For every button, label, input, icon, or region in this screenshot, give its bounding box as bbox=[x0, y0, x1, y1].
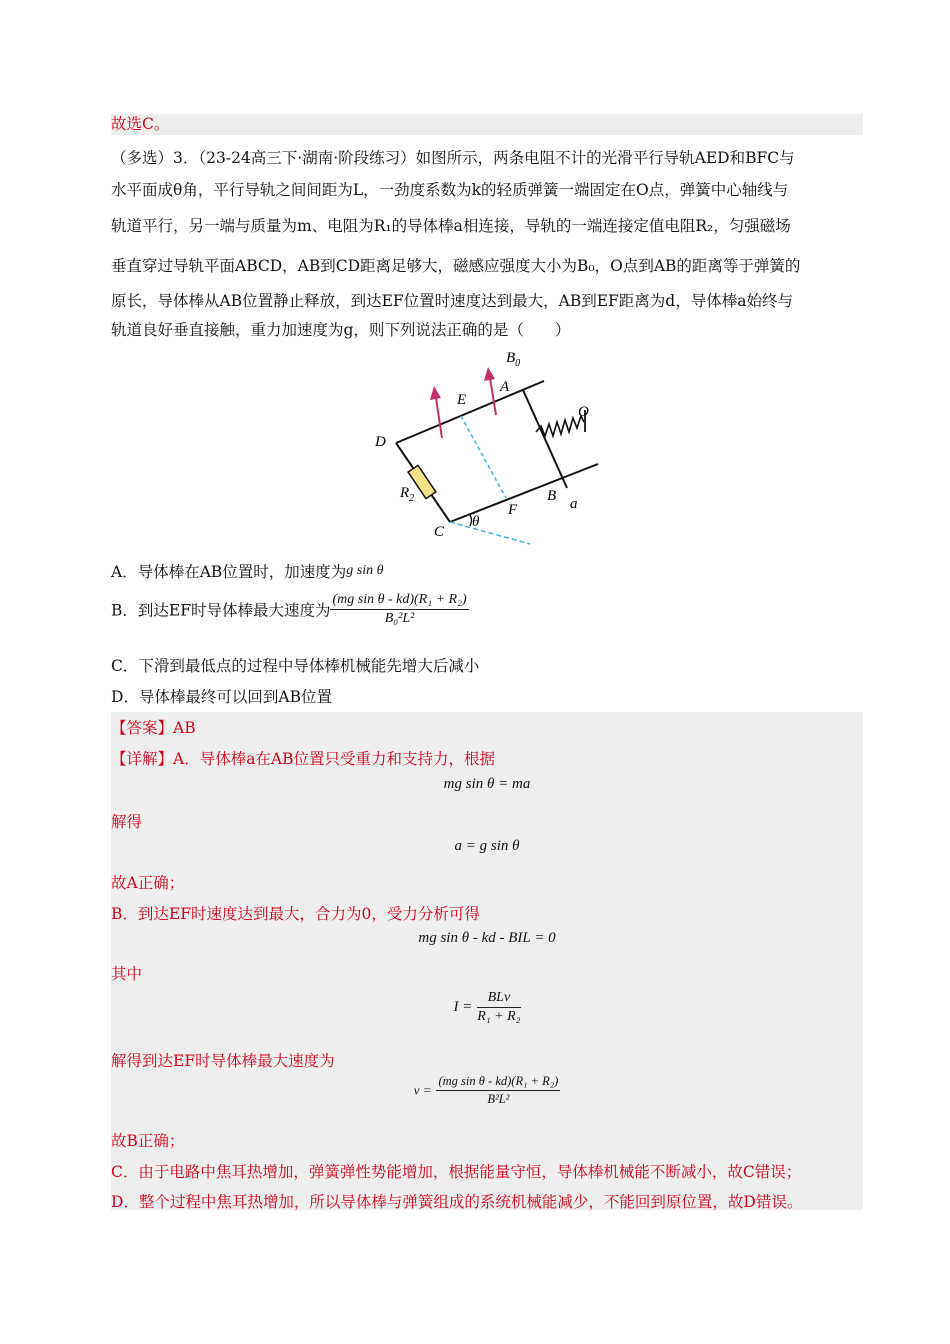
label-o: O bbox=[578, 404, 589, 420]
dashed-horizontal bbox=[450, 522, 530, 544]
option-b bbox=[111, 592, 469, 627]
solve-label: 解得 bbox=[111, 813, 143, 831]
option-a-expr: g sin θ bbox=[346, 563, 384, 578]
b-correct: 故B正确； bbox=[111, 1132, 185, 1150]
label-b-point: B bbox=[547, 488, 557, 504]
option-a bbox=[111, 560, 384, 582]
label-f: F bbox=[508, 502, 518, 518]
question-line-4: 垂直穿过导轨平面ABCD，AB到CD距离足够大，磁感应强度大小为B₀，O点到AB的距离等于弹簧的 bbox=[111, 257, 801, 275]
question-line-6: 轨道良好垂直接触，重力加速度为g，则下列说法正确的是（ ） bbox=[111, 321, 571, 339]
detail-c: C．由于电路中焦耳热增加，弹簧弹性势能增加，根据能量守恒，导体棒机械能不断减小，故C错误； bbox=[111, 1163, 802, 1181]
label-c: C bbox=[434, 524, 445, 540]
label-r2: $R_2$ bbox=[400, 485, 415, 504]
equation-3: mg sin θ - kd - BIL = 0 bbox=[418, 930, 556, 946]
question-line-5: 原长，导体棒从AB位置静止释放，到达EF位置时速度达到最大，AB到EF距离为d，导体棒a始终与 bbox=[111, 292, 793, 310]
spring bbox=[536, 416, 584, 436]
option-b-fraction: $\frac{\text{(mg sin θ - kd)(R₁ + R₂)}}{\text{B₀²L²}}$ bbox=[332, 592, 467, 626]
label-d: D bbox=[375, 434, 386, 450]
detail-a: 【详解】A．导体棒a在AB位置只受重力和支持力，根据 bbox=[111, 750, 496, 768]
circuit-figure bbox=[360, 340, 620, 550]
answer-label: 【答案】AB bbox=[111, 719, 196, 737]
where-label: 其中 bbox=[111, 965, 143, 983]
label-a-point: A bbox=[500, 379, 510, 395]
previous-conclusion: 故选C。 bbox=[111, 114, 863, 135]
label-b0: $B_0$ bbox=[506, 350, 521, 369]
equation-2: a = g sin θ bbox=[454, 838, 520, 854]
question-line-3: 轨道平行，另一端与质量为m、电阻为R₁的导体棒a相连接，导轨的一端连接定值电阻R₂，匀强磁场 bbox=[111, 217, 791, 235]
label-a-rod: a bbox=[570, 496, 578, 512]
label-theta: θ bbox=[472, 514, 480, 530]
question-line-2: 水平面成θ角，平行导轨之间间距为L，一劲度系数为k的轻质弹簧一端固定在O点，弹簧中心轴线与 bbox=[111, 181, 789, 199]
a-correct: 故A正确； bbox=[111, 874, 185, 892]
question-line-1: （多选）3．（23-24高三下·湖南·阶段练习）如图所示，两条电阻不计的光滑平行导轨AED和BFC与 bbox=[111, 149, 795, 167]
equation-1: mg sin θ = ma bbox=[443, 776, 531, 792]
detail-d: D．整个过程中焦耳热增加，所以导体棒与弹簧组成的系统机械能减少，不能回到原位置，故D错误。 bbox=[111, 1193, 803, 1211]
equation-5: v = $\frac{\text{(mg sin θ - kd)(R₁ + R₂)}}{\text{B²L²}}$ bbox=[413, 1074, 559, 1106]
detail-b: B．到达EF时速度达到最大，合力为0，受力分析可得 bbox=[111, 905, 480, 923]
dashed-ef bbox=[461, 416, 506, 498]
label-e: E bbox=[457, 392, 467, 408]
equation-4: I = $\frac{\text{BLv}}{\text{R₁ + R₂}}$ bbox=[453, 990, 521, 1024]
option-d: D．导体棒最终可以回到AB位置 bbox=[111, 688, 333, 706]
rail-aed bbox=[396, 381, 544, 443]
solve-v-label: 解得到达EF时导体棒最大速度为 bbox=[111, 1052, 335, 1070]
option-a-text: A．导体棒在AB位置时，加速度为 bbox=[111, 563, 347, 581]
option-b-text: B．到达EF时导体棒最大速度为 bbox=[111, 601, 331, 620]
option-c: C．下滑到最低点的过程中导体棒机械能先增大后减小 bbox=[111, 657, 480, 675]
rod-ab bbox=[523, 390, 567, 488]
